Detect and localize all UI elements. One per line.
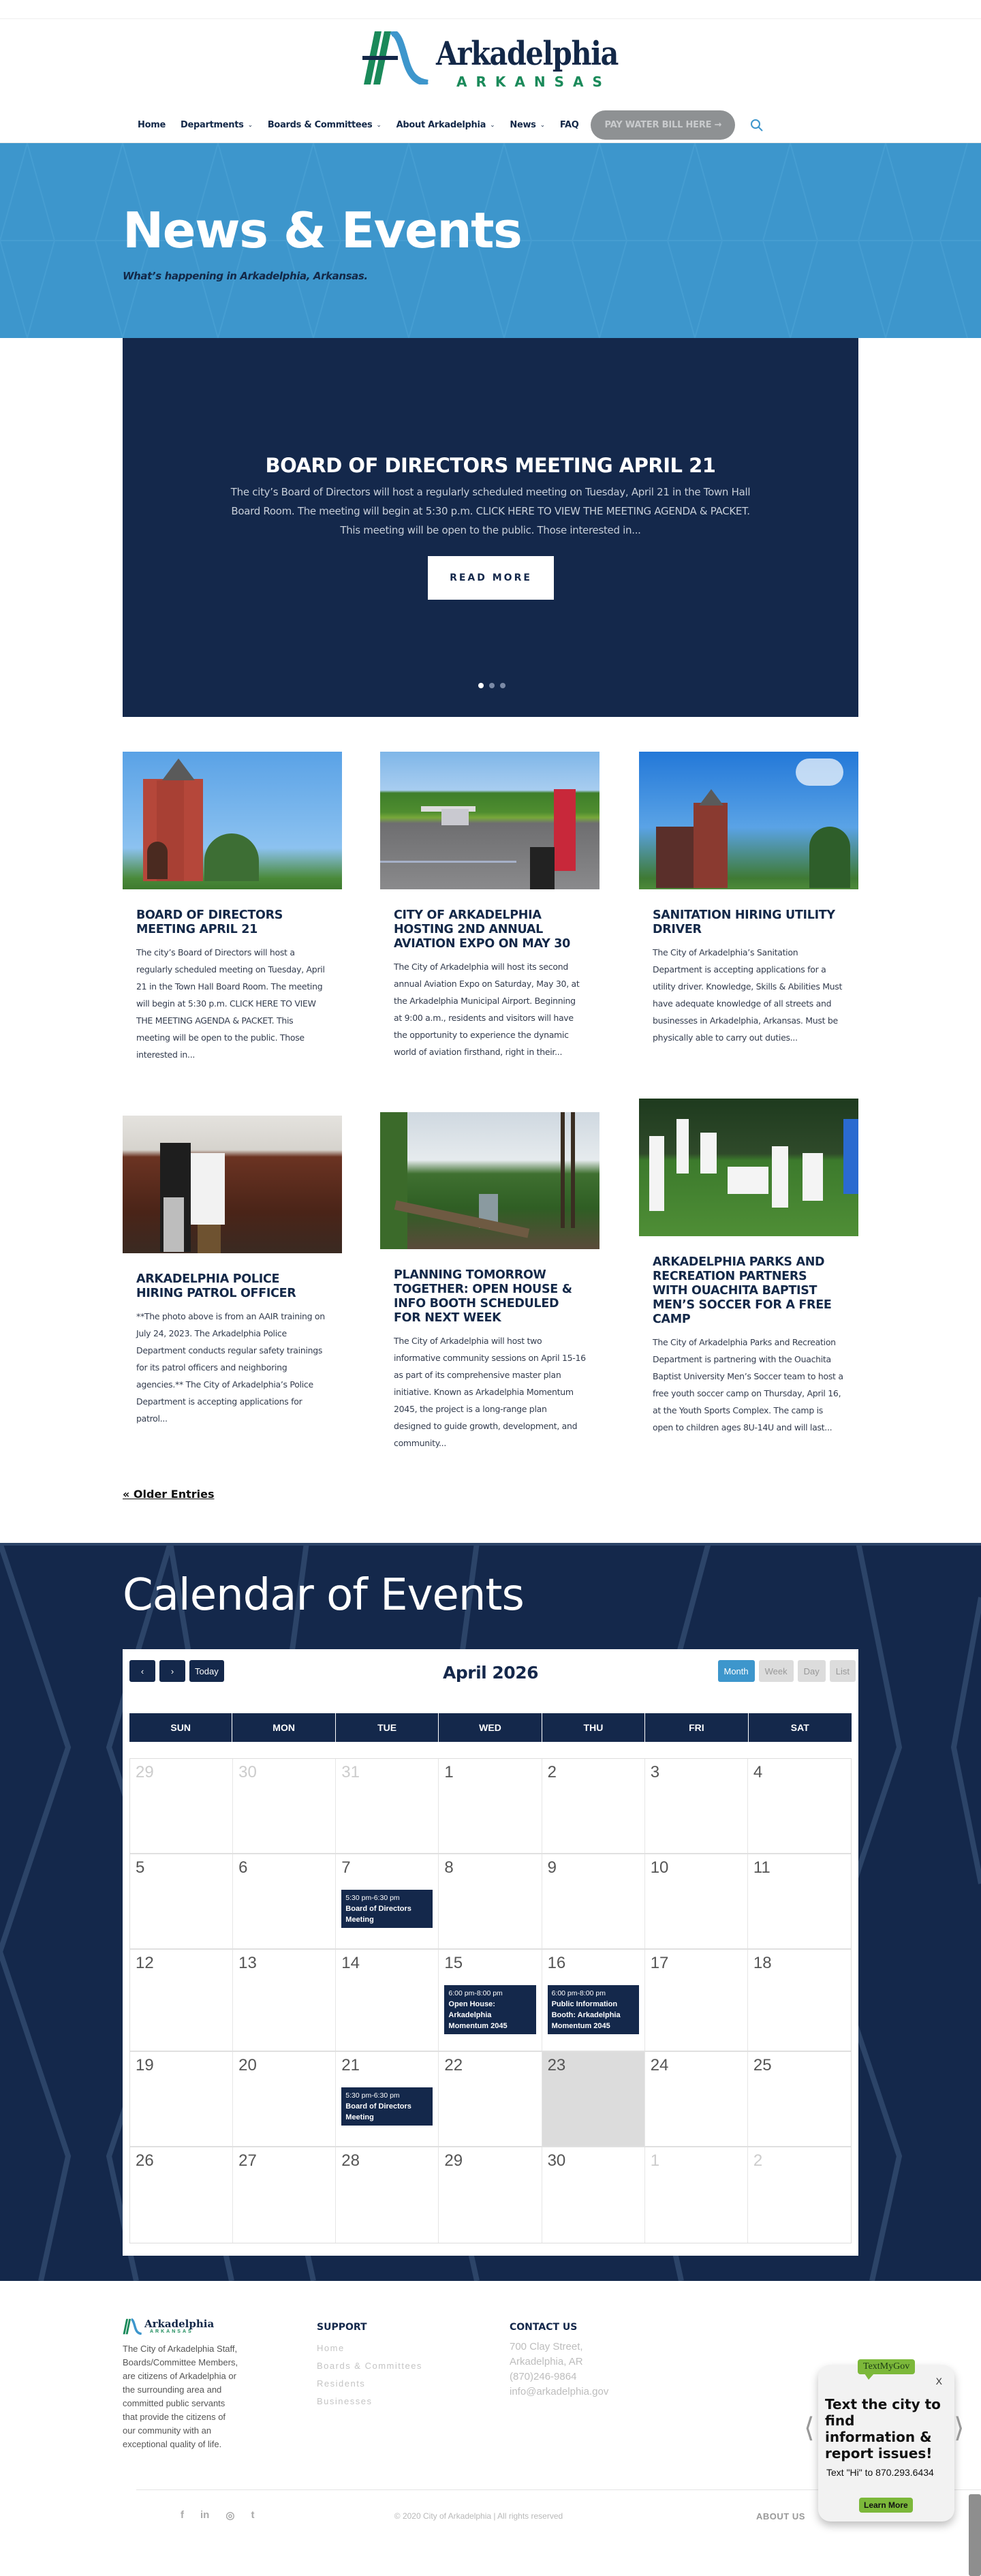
- textmygov-widget: [818, 2361, 954, 2521]
- post-card: [380, 1112, 600, 1452]
- post-excerpt: The City of Arkadelphia will host two informative community sessions on April 15-16 as part of its comprehensive master plan initiative. Known as Arkadelphia Momentum 2045, the project is a long-range plan designed to guide growth, development, and community...: [394, 1336, 586, 1448]
- slider-dots: [478, 683, 505, 688]
- event-time: 6:00 pm-8:00 pm: [551, 1989, 606, 1997]
- chevron-down-icon: ⌄: [490, 121, 495, 129]
- facebook-icon[interactable]: f: [181, 2509, 184, 2521]
- day-number: 30: [238, 1763, 257, 1781]
- view-day-button[interactable]: Day: [798, 1660, 826, 1682]
- day-number: 30: [547, 2151, 566, 2170]
- day-number: 13: [238, 1954, 257, 1972]
- calendar-day[interactable]: [336, 2147, 439, 2243]
- logo-name: Arkadelphia: [436, 35, 619, 73]
- dow-label: SAT: [790, 1722, 809, 1733]
- calendar-week: [130, 1759, 851, 1854]
- prev-month-button[interactable]: ‹: [129, 1660, 155, 1682]
- calendar-day[interactable]: [645, 2147, 748, 2243]
- about-us-link[interactable]: ABOUT US: [756, 2511, 805, 2521]
- contact-address: 700 Clay Street,: [510, 2341, 583, 2352]
- calendar-day[interactable]: [130, 2052, 233, 2146]
- day-number: 29: [136, 1763, 154, 1781]
- post-card: [123, 752, 342, 1063]
- post-image-river-overlook[interactable]: [380, 1112, 600, 1249]
- day-number: 23: [547, 2056, 566, 2074]
- day-number: 24: [650, 2056, 669, 2074]
- post-title[interactable]: SANITATION HIRING UTILITY DRIVER: [653, 908, 835, 936]
- day-number: 3: [650, 1763, 660, 1781]
- contact-city: Arkadelphia, AR: [510, 2356, 583, 2367]
- calendar-day[interactable]: [130, 2147, 233, 2243]
- calendar-week: [130, 1950, 851, 2052]
- post-card: [123, 1116, 342, 1427]
- textmygov-body: Text "Hi" to 870.293.6434: [826, 2467, 934, 2478]
- post-title[interactable]: CITY OF ARKADELPHIA HOSTING 2ND ANNUAL AVIATION EXPO ON MAY 30: [394, 908, 571, 951]
- calendar-day[interactable]: [748, 1950, 851, 2051]
- today-button[interactable]: Today: [189, 1660, 224, 1682]
- post-title[interactable]: PLANNING TOMORROW TOGETHER: OPEN HOUSE & INFO BOOTH SCHEDULED FOR NEXT WEEK: [394, 1268, 572, 1325]
- calendar-event[interactable]: [444, 1985, 535, 2034]
- site-logo[interactable]: [362, 31, 648, 90]
- calendar-section: [0, 1543, 981, 2281]
- post-card: [639, 1099, 858, 1436]
- calendar-day[interactable]: [542, 2052, 645, 2146]
- post-excerpt: The City of Arkadelphia will host its second annual Aviation Expo on Saturday, May 30, at the Arkadelphia Municipal Airport. Beginning at 9:00 a.m., residents and visitors will have the opportunity to experience the dynamic world of aviation firsthand, right in their...: [394, 962, 580, 1057]
- chevron-left-icon[interactable]: ⟨: [804, 2412, 815, 2444]
- day-number: 28: [341, 2151, 360, 2170]
- calendar-day[interactable]: [645, 1854, 748, 1948]
- event-title: Public Information Booth: Arkadelphia Momentum 2045: [551, 2000, 621, 2030]
- next-month-button[interactable]: ›: [159, 1660, 185, 1682]
- calendar-week: [130, 2052, 851, 2147]
- day-number: 22: [444, 2056, 463, 2074]
- calendar-day[interactable]: [439, 2147, 542, 2243]
- slider-dot[interactable]: [478, 683, 484, 688]
- month-title: April 2026: [443, 1663, 538, 1683]
- nav-faq[interactable]: [560, 120, 579, 130]
- footer-link-boards[interactable]: Boards & Committees: [317, 2361, 422, 2371]
- calendar-day[interactable]: [233, 1854, 336, 1948]
- post-excerpt: The City of Arkadelphia’s Sanitation Department is accepting applications for a utility driver. Knowledge, Skills & Abilities Must have adequate knowledge of all streets and businesses in Arkadelphia, Arkansas. Must be physically able to carry out duties...: [653, 947, 843, 1043]
- day-number: 10: [650, 1858, 669, 1877]
- view-week-button[interactable]: Week: [759, 1660, 794, 1682]
- calendar-week: [130, 2147, 851, 2243]
- event-title: Open House: Arkadelphia Momentum 2045: [448, 2000, 508, 2030]
- day-number: 18: [753, 1954, 772, 1972]
- day-number: 5: [136, 1858, 145, 1877]
- nav-label: FAQ: [559, 120, 579, 130]
- calendar-day[interactable]: [439, 1950, 542, 2051]
- view-list-button[interactable]: List: [830, 1660, 856, 1682]
- chevron-down-icon: ⌄: [247, 121, 253, 129]
- calendar-event[interactable]: [341, 1890, 433, 1928]
- older-entries-link[interactable]: « Older Entries: [123, 1488, 215, 1501]
- calendar-day[interactable]: [336, 1854, 439, 1948]
- logo-subtitle: ARKANSAS: [456, 74, 611, 90]
- nav-label: About Arkadelphia: [396, 120, 486, 130]
- close-icon[interactable]: X: [935, 2376, 942, 2387]
- post-image-town-hall[interactable]: [123, 752, 342, 889]
- footer-link-businesses[interactable]: Businesses: [317, 2396, 373, 2406]
- read-more-button[interactable]: READ MORE: [428, 556, 554, 600]
- learn-more-button[interactable]: Learn More: [859, 2498, 913, 2513]
- calendar-event[interactable]: [341, 2087, 433, 2126]
- dow-label: MON: [232, 1713, 335, 1742]
- post-card: [380, 752, 600, 1060]
- copyright: © 2020 City of Arkadelphia | All rights reserved: [394, 2511, 563, 2521]
- nav-label: News: [510, 120, 536, 130]
- main-nav: [138, 110, 764, 140]
- day-number: 9: [547, 1858, 557, 1877]
- chevron-down-icon: ⌄: [376, 121, 382, 129]
- featured-slider: [123, 338, 858, 717]
- dow-label: TUE: [336, 1713, 439, 1742]
- calendar-day[interactable]: [542, 1759, 645, 1853]
- day-number: 6: [238, 1858, 248, 1877]
- nav-label: Departments: [180, 120, 244, 130]
- slide-excerpt: The city’s Board of Directors will host a regularly scheduled meeting on Tuesday, April 21 in the Town Hall Board Room. The meeting will begin at 5:30 p.m. CLICK HERE TO VIEW THE MEETING AGENDA & PACKET. This meeting will be open to the public. Those interested in...: [230, 486, 751, 536]
- event-title: Board of Directors Meeting: [345, 1905, 411, 1924]
- calendar-day[interactable]: [645, 1759, 748, 1853]
- post-title[interactable]: ARKADELPHIA POLICE HIRING PATROL OFFICER: [136, 1272, 296, 1300]
- calendar-day[interactable]: [645, 2052, 748, 2146]
- post-excerpt: **The photo above is from an AAIR training on July 24, 2023. The Arkadelphia Police Department conducts regular safety trainings for its patrol officers and neighboring agencies.** The City of Arkadelphia’s Police Department is accepting applications for patrol...: [136, 1311, 325, 1424]
- dow-label: WED: [439, 1713, 542, 1742]
- top-bar: [0, 0, 981, 19]
- calendar-nav: [129, 1660, 224, 1682]
- day-number: 17: [650, 1954, 669, 1972]
- page-title: News & Events: [123, 202, 522, 259]
- calendar-day[interactable]: [748, 1854, 851, 1948]
- post-image-town-hall-wide[interactable]: [639, 752, 858, 889]
- day-number: 1: [444, 1763, 454, 1781]
- post-title[interactable]: BOARD OF DIRECTORS MEETING APRIL 21: [136, 908, 283, 936]
- calendar-day[interactable]: [336, 2052, 439, 2146]
- dow-label: FRI: [645, 1713, 748, 1742]
- event-time: 5:30 pm-6:30 pm: [345, 2091, 400, 2100]
- day-number: 4: [753, 1763, 763, 1781]
- day-number: 2: [753, 2151, 763, 2170]
- logo-mark-icon: [123, 2318, 143, 2335]
- post-image-youth-soccer[interactable]: [639, 1099, 858, 1236]
- calendar-day[interactable]: [439, 1759, 542, 1853]
- post-image-aviation[interactable]: [380, 752, 600, 889]
- day-number: 14: [341, 1954, 360, 1972]
- post-excerpt: The city’s Board of Directors will host a regularly scheduled meeting on Tuesday, April 21 in the Town Hall Board Room. The meeting will begin at 5:30 p.m. CLICK HERE TO VIEW THE MEETING AGENDA & PACKET. This meeting will be open to the public. Those interested in...: [136, 947, 325, 1060]
- calendar-day[interactable]: [542, 1854, 645, 1948]
- post-excerpt: The City of Arkadelphia Parks and Recreation Department is partnering with the Ouachita Baptist University Men’s Soccer team to host a free youth soccer camp on Thursday, April 16, at the Youth Sports Complex. The camp is open to children ages 8U-14U and will last...: [653, 1337, 843, 1432]
- calendar-day[interactable]: [439, 1854, 542, 1948]
- logo-mark-icon: [362, 31, 433, 85]
- calendar-day[interactable]: [130, 1759, 233, 1853]
- calendar-day[interactable]: [233, 2052, 336, 2146]
- site-header: [0, 19, 981, 143]
- day-number: 12: [136, 1954, 154, 1972]
- event-time: 6:00 pm-8:00 pm: [448, 1989, 503, 1997]
- slide-title[interactable]: BOARD OF DIRECTORS MEETING APRIL 21: [265, 454, 716, 477]
- post-title[interactable]: ARKADELPHIA PARKS AND RECREATION PARTNERS WITH OUACHITA BAPTIST MEN’S SOCCER FOR A FREE CAMP: [653, 1255, 832, 1326]
- nav-news[interactable]: [510, 120, 545, 130]
- day-number: 19: [136, 2056, 154, 2074]
- day-number: 31: [341, 1763, 360, 1781]
- calendar-day[interactable]: [233, 2147, 336, 2243]
- day-number: 8: [444, 1858, 454, 1877]
- day-number: 1: [650, 2151, 660, 2170]
- day-number: 27: [238, 2151, 257, 2170]
- instagram-icon[interactable]: ◎: [225, 2510, 235, 2521]
- textmygov-badge: TextMyGov: [858, 2359, 915, 2374]
- day-number: 11: [753, 1858, 770, 1877]
- footer-contact: [510, 2322, 608, 2399]
- event-calendar: [123, 1649, 858, 2256]
- calendar-day[interactable]: [748, 2147, 851, 2243]
- support-heading: SUPPORT: [317, 2322, 367, 2333]
- contact-heading: CONTACT US: [510, 2322, 578, 2333]
- calendar-day[interactable]: [130, 1950, 233, 2051]
- nav-label: Boards & Committees: [267, 120, 373, 130]
- pay-water-bill-button[interactable]: PAY WATER BILL HERE →: [591, 110, 735, 140]
- day-number: 15: [444, 1954, 463, 1972]
- contact-email[interactable]: info@arkadelphia.gov: [510, 2386, 609, 2397]
- contact-phone[interactable]: (870)246-9864: [510, 2371, 577, 2382]
- footer-logo-subtitle: ARKANSAS: [150, 2329, 193, 2334]
- calendar-day[interactable]: [748, 2052, 851, 2146]
- footer-logo[interactable]: [123, 2318, 214, 2335]
- nav-departments[interactable]: [181, 120, 253, 130]
- calendar-day[interactable]: [748, 1759, 851, 1853]
- view-month-button[interactable]: Month: [718, 1660, 755, 1682]
- footer-link-residents[interactable]: Residents: [317, 2378, 366, 2389]
- event-title: Board of Directors Meeting: [345, 2102, 411, 2121]
- calendar-day[interactable]: [542, 2147, 645, 2243]
- footer-link-home[interactable]: Home: [317, 2343, 345, 2353]
- hero-banner: [0, 143, 981, 338]
- textmygov-headline: Text the city to find information & report issues!: [825, 2396, 941, 2462]
- linkedin-icon[interactable]: in: [200, 2509, 210, 2521]
- scrollbar[interactable]: [969, 2494, 981, 2576]
- day-number: 25: [753, 2056, 772, 2074]
- nav-about[interactable]: [396, 120, 495, 130]
- day-number: 7: [341, 1858, 351, 1877]
- event-time: 5:30 pm-6:30 pm: [345, 1894, 400, 1902]
- twitter-icon[interactable]: t: [251, 2509, 255, 2521]
- footer-support: [317, 2322, 422, 2410]
- calendar-title: Calendar of Events: [123, 1570, 524, 1621]
- calendar-week: [130, 1854, 851, 1950]
- calendar-grid: [129, 1758, 852, 2243]
- nav-boards-committees[interactable]: [268, 120, 382, 130]
- calendar-day[interactable]: [233, 1759, 336, 1853]
- calendar-event[interactable]: [548, 1985, 639, 2034]
- page-subtitle: What’s happening in Arkadelphia, Arkansas.: [123, 270, 368, 282]
- chevron-down-icon: ⌄: [540, 121, 545, 129]
- day-number: 21: [341, 2056, 360, 2074]
- day-number: 2: [547, 1763, 557, 1781]
- view-switcher: [718, 1660, 856, 1682]
- footer-logo-name: Arkadelphia: [144, 2318, 215, 2330]
- calendar-day[interactable]: [645, 1950, 748, 2051]
- calendar-day[interactable]: [439, 2052, 542, 2146]
- post-card: [639, 752, 858, 1046]
- nav-label: Home: [138, 120, 166, 130]
- chevron-right-icon[interactable]: ⟩: [954, 2412, 965, 2444]
- calendar-day[interactable]: [336, 1950, 439, 2051]
- slider-dot[interactable]: [489, 683, 495, 688]
- day-number: 26: [136, 2151, 154, 2170]
- calendar-day[interactable]: [130, 1854, 233, 1948]
- slider-dot[interactable]: [500, 683, 505, 688]
- dow-label: THU: [542, 1713, 645, 1742]
- day-number: 29: [444, 2151, 463, 2170]
- calendar-day[interactable]: [542, 1950, 645, 2051]
- day-number: 20: [238, 2056, 257, 2074]
- calendar-day[interactable]: [336, 1759, 439, 1853]
- day-number: 16: [547, 1954, 566, 1972]
- nav-home[interactable]: [138, 120, 166, 130]
- post-image-police-training[interactable]: [123, 1116, 342, 1253]
- search-icon[interactable]: [750, 119, 764, 132]
- day-of-week-header: [129, 1713, 852, 1742]
- calendar-day[interactable]: [233, 1950, 336, 2051]
- footer-description: The City of Arkadelphia Staff, Boards/Committee Members, are citizens of Arkadelphia or the surrounding area and committed public servants that provide the citizens of our community with an exceptional quality of life.: [123, 2344, 238, 2449]
- dow-label: SUN: [129, 1713, 232, 1742]
